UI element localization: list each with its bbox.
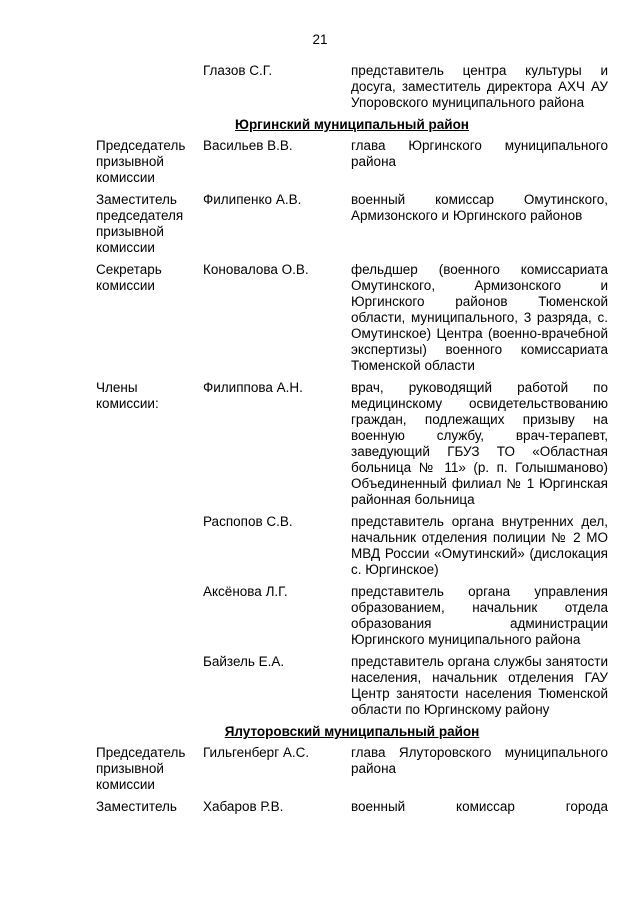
- member-name: Коновалова О.В.: [203, 262, 309, 277]
- member-role: Секретарь комиссии: [96, 262, 162, 293]
- member-role: Заместитель председателя призывной комиссии: [96, 192, 184, 255]
- member-position: врач, руководящий работой по медицинскому освидетельствованию граждан, подлежащих призыву на военную службу, врач-терапевт, заведующий ГБУЗ ТО «Областная больница № 11» (р. п. Голышманово) Объединенный филиал № 1 Юргинская районная больница: [351, 380, 608, 507]
- member-position: представитель центра культуры и досуга, заместитель директора АХЧ АУ Упоровского муниципального района: [351, 63, 608, 110]
- member-row: [96, 745, 608, 793]
- member-row: [96, 192, 608, 256]
- member-name: Гильгенберг А.С.: [203, 745, 310, 760]
- member-name: Глазов С.Г.: [203, 63, 273, 78]
- member-name: Филиппова А.Н.: [203, 380, 303, 395]
- member-position: фельдшер (военного комиссариата Омутинского, Армизонского и Юргинского районов Тюменской области, муниципального, 3 разряда, с. Омутинское) Центра (военно-врачебной экспертизы) военного комиссариата Тюменской области: [351, 262, 608, 373]
- member-role: Председатель призывной комиссии: [96, 745, 186, 792]
- member-row: [96, 380, 608, 508]
- member-name: Распопов С.В.: [203, 514, 293, 529]
- page-number: 21: [312, 32, 328, 47]
- member-row: [96, 138, 608, 186]
- member-row: [96, 654, 608, 718]
- member-position: представитель органа внутренних дел, начальник отделения полиции № 2 МО МВД России «Омутинский» (дислокация с. Юргинское): [351, 514, 608, 577]
- member-row: [96, 584, 608, 648]
- member-name: Аксёнова Л.Г.: [203, 584, 288, 599]
- member-role: Председатель призывной комиссии: [96, 138, 186, 185]
- member-position: глава Юргинского муниципального района: [351, 138, 608, 169]
- member-name: Байзель Е.А.: [203, 654, 285, 669]
- member-name: Хабаров Р.В.: [203, 799, 284, 814]
- member-role: Заместитель: [96, 799, 177, 814]
- member-row: [96, 514, 608, 578]
- member-name: Филипенко А.В.: [203, 192, 302, 207]
- member-position: представитель органа службы занятости населения, начальник отделения ГАУ Центр занятости населения Тюменской области по Юргинскому району: [351, 654, 608, 717]
- member-role: Члены комиссии:: [96, 380, 159, 411]
- member-row: [96, 262, 608, 374]
- member-position: представитель органа управления образованием, начальник отдела образования администрации Юргинского муниципального района: [351, 584, 608, 647]
- member-name: Васильев В.В.: [203, 138, 293, 153]
- member-position: глава Ялуторовского муниципального района: [351, 745, 608, 776]
- member-position: военный комиссар Омутинского, Армизонского и Юргинского районов: [351, 192, 608, 223]
- district-heading: Юргинский муниципальный район: [235, 117, 469, 132]
- member-row: [96, 63, 608, 111]
- district-heading: Ялуторовский муниципальный район: [224, 724, 480, 739]
- commission-list: [96, 63, 608, 815]
- member-position: военный комиссар города: [351, 799, 608, 814]
- member-row: [96, 799, 608, 815]
